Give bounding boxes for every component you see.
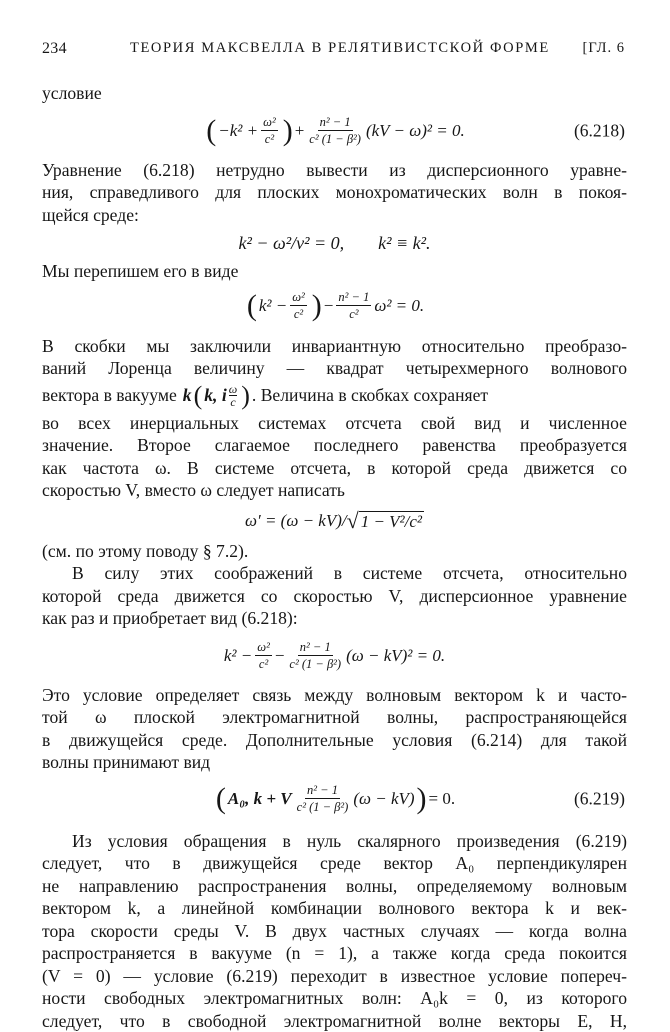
running-header (42, 30, 627, 56)
paragraph-line: которой среда движется со скоростью V, дисперсионное уравнение (42, 585, 627, 608)
eq-term: − (324, 296, 334, 316)
fraction (261, 115, 278, 146)
fraction-denominator: c² (1 − β²) (307, 131, 363, 146)
paren-close: ) (283, 116, 293, 146)
text-span: вектора в вакууме (42, 384, 177, 407)
paren-open: ( (216, 784, 226, 814)
paragraph-line: В силу этих соображений в системе отсчета, относительно (42, 562, 627, 585)
paragraph-line: щейся среде: (42, 204, 627, 227)
fraction-numerator: n² − 1 (305, 783, 340, 799)
eq-term: −k² + (218, 121, 258, 141)
fraction-numerator: n² − 1 (318, 115, 353, 131)
eq-term: ω² = 0. (374, 296, 424, 316)
eq-term: (ω − kV)² = 0. (346, 646, 445, 666)
eq-term: k² − (224, 646, 252, 666)
paragraph-line: ваний Лоренца величину — квадрат четырехмерного волнового (42, 357, 627, 380)
fraction-numerator: n² − 1 (298, 640, 333, 656)
eq-term: ω′ = (ω − kV)/ (245, 511, 347, 531)
eq-term: A₀, k + V (228, 789, 292, 809)
paragraph-line: (V = 0) — условие (6.219) переходит в известное условие попереч- (42, 965, 627, 988)
equation-6-219 (42, 774, 627, 824)
equation-omega-prime (42, 502, 627, 540)
paragraph-line: волны принимают вид (42, 751, 627, 774)
paragraph-line: распространяется в вакууме (n = 1), а также когда среда покоится (42, 942, 627, 965)
paragraph-line: значение. Второе слагаемое последнего равенства преобразуется (42, 434, 627, 457)
paragraph-line: как раз и приобретает вид (6.218): (42, 607, 627, 630)
eq-term: (kV − ω)² = 0. (366, 121, 465, 141)
paragraph-line: ния, справедливого для плоских монохроматических волн в покоя- (42, 181, 627, 204)
fraction (287, 640, 343, 671)
eq-term: k² ≡ k². (378, 233, 430, 254)
paragraph-line: вектором k, а линейной комбинации волнового вектора k и век- (42, 897, 627, 920)
fraction (307, 115, 363, 146)
paragraph-line: не направлению распространения волны, определяемому волновым (42, 875, 627, 898)
page-number: 234 (42, 40, 67, 58)
equation-number: (6.218) (574, 120, 625, 141)
running-title: ТЕОРИЯ МАКСВЕЛЛА В РЕЛЯТИВИСТСКОЙ ФОРМЕ (130, 40, 550, 57)
paragraph-line: (см. по этому поводу § 7.2). (42, 540, 627, 563)
paren-close: ) (417, 784, 427, 814)
fraction-numerator: ω (229, 383, 237, 396)
text-span: . Величина в скобках сохраняет (252, 384, 488, 407)
fraction-denominator: c² (347, 306, 360, 321)
paren-close: ) (241, 383, 250, 409)
paragraph-line: тора скорости среды V. В двух частных случаях — когда волна (42, 920, 627, 943)
paragraph-line: в движущейся среде. Дополнительные условия (6.214) для такой (42, 729, 627, 752)
equation-moving-medium (42, 630, 627, 682)
eq-term: (ω − kV) (353, 789, 414, 809)
eq-term: k² − ω²/v² = 0, (238, 233, 344, 254)
paragraph-line: следует, что в движущейся среде вектор A₀ перпендикулярен (42, 852, 627, 875)
fraction-numerator: ω² (255, 640, 272, 656)
equation-rest-medium (42, 226, 627, 260)
equation-rewritten (42, 283, 627, 329)
fraction-denominator: c² (292, 306, 305, 321)
book-page (42, 30, 627, 1032)
fraction-denominator: c² (257, 656, 270, 671)
fraction-denominator: c (230, 396, 235, 408)
eq-term: k² − (259, 296, 287, 316)
paren-close: ) (312, 291, 322, 321)
paragraph-line: той ω плоской электромагнитной волны, распространяющейся (42, 706, 627, 729)
chapter-label: [ГЛ. 6 (583, 40, 625, 57)
paragraph-line: следует, что в свободной электромагнитной волне векторы E, H, (42, 1010, 627, 1032)
paragraph-line: во всех инерциальных системах отсчета свой вид и численное (42, 412, 627, 435)
fraction-denominator: c² (1 − β²) (287, 656, 343, 671)
radicand: 1 − V²/c² (359, 511, 424, 532)
paragraph-line: В скобки мы заключили инвариантную относительно преобразо- (42, 335, 627, 358)
paragraph-line: Уравнение (6.218) нетрудно вывести из дисперсионного уравне- (42, 159, 627, 182)
fraction (255, 640, 272, 671)
paragraph-line-inline-math (42, 380, 627, 412)
fraction-numerator: ω² (290, 290, 307, 306)
fraction (229, 383, 237, 408)
equation-number: (6.219) (574, 788, 625, 809)
fraction-numerator: n² − 1 (336, 290, 371, 306)
fraction (336, 290, 371, 321)
paren-open: ( (247, 291, 257, 321)
paragraph-line: Это условие определяет связь между волновым вектором k и часто- (42, 684, 627, 707)
vector-k: k (183, 384, 192, 407)
eq-plus: + (295, 121, 305, 141)
fraction-denominator: c² (263, 131, 276, 146)
fraction-numerator: ω² (261, 115, 278, 131)
equation-6-218 (42, 107, 627, 155)
fraction-denominator: c² (1 − β²) (295, 799, 351, 814)
paragraph-intro: условие (42, 82, 627, 105)
paragraph-line: ности свободных электромагнитных волн: A₀k = 0, из которого (42, 987, 627, 1010)
fraction (295, 783, 351, 814)
paragraph-line: Из условия обращения в нуль скалярного произведения (6.219) (42, 830, 627, 853)
radical-sign: √ (347, 510, 359, 532)
eq-term: − (275, 646, 285, 666)
paragraph-line: скоростью V, вместо ω следует написать (42, 479, 627, 502)
paren-open: ( (194, 383, 203, 409)
paren-open: ( (206, 116, 216, 146)
paragraph-line: Мы перепишем его в виде (42, 260, 627, 283)
square-root (347, 510, 424, 532)
eq-term: = 0. (429, 789, 456, 809)
eq-term: k, i (204, 384, 226, 407)
fraction (290, 290, 307, 321)
paragraph-line: как частота ω. В системе отсчета, в которой среда движется со (42, 457, 627, 480)
